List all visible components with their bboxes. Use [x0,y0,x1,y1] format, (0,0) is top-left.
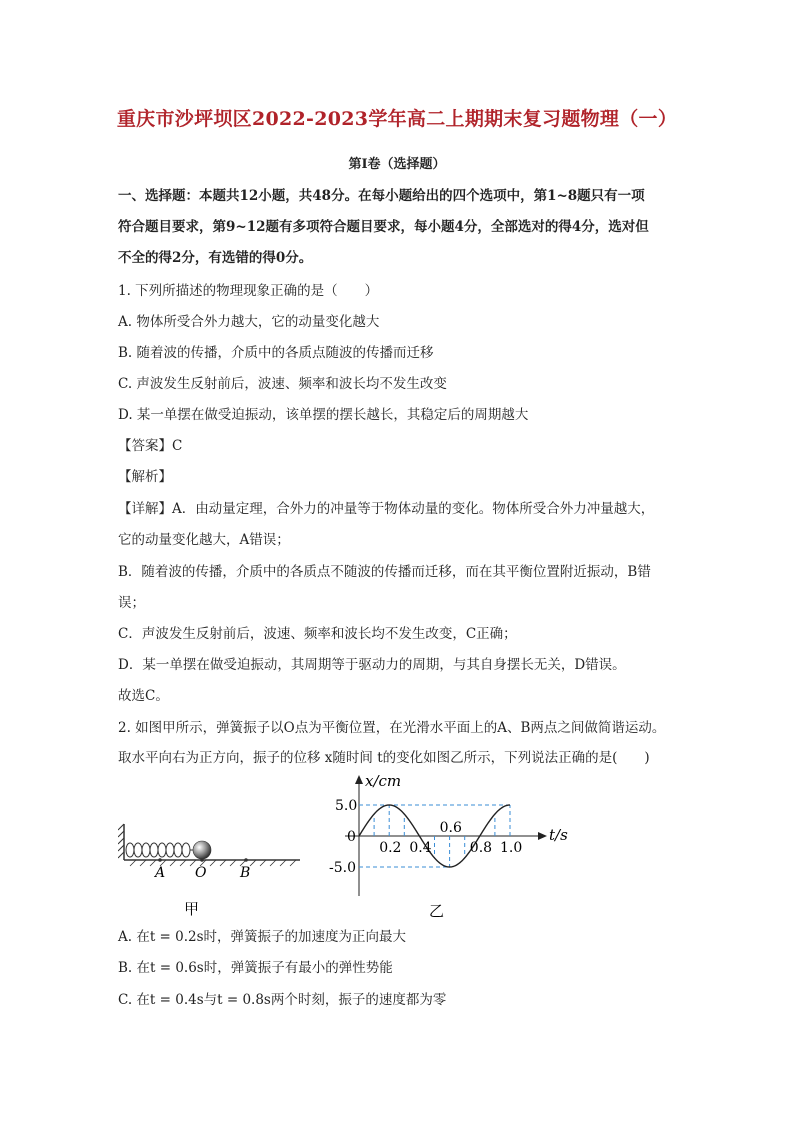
q2-option-a: A. 在t = 0.2s时，弹簧振子的加速度为正向最大 [118,929,407,945]
point-b-label: B [240,865,251,881]
spring-icon [126,843,194,857]
wall-icon [118,824,124,860]
q1-answer: 【答案】C [118,438,183,454]
q1-explanation-1: 【详解】A．由动量定理，合外力的冲量等于物体动量的变化。物体所受合外力冲量越大， [118,501,655,517]
q2-option-c: C. 在t = 0.4s与t = 0.8s两个时刻，振子的速度都为零 [118,992,447,1008]
point-b-dot [244,858,248,862]
figure-yi-caption: 乙 [429,902,445,920]
q1-analysis-label: 【解析】 [118,469,172,485]
point-o-label: O [195,865,207,881]
figure-yi-chart [325,766,580,922]
y-axis-arrow-icon [355,775,363,784]
point-o-dot [200,858,204,862]
y-tick-label-neg5: -5.0 [329,860,356,876]
figure-jia [118,820,308,920]
x-tick-label-0.8: 0.8 [469,840,493,856]
y-tick-label-0: 0 [347,829,356,845]
q1-option-d: D. 某一单摆在做受迫振动，该单摆的摆长越长，其稳定后的周期越大 [118,407,529,423]
page-title: 重庆市沙坪坝区2022-2023学年高二上期期末复习题物理（一） [116,108,678,130]
y-axis-label: x/cm [365,772,402,790]
ball-icon [193,841,211,859]
q1-explanation-2: 它的动量变化越大，A错误； [118,532,290,548]
x-tick-label-0.6: 0.6 [439,820,462,836]
instructions-line-2: 符合题目要求，第9~12题有多项符合题目要求，每小题4分，全部选对的得4分，选对但 [118,219,649,235]
q1-explanation-6: D．某一单摆在做受迫振动，其周期等于驱动力的周期，与其自身摆长无关，D错误。 [118,657,626,673]
instructions-line-3: 不全的得2分，有选错的得0分。 [118,250,313,266]
q1-explanation-5: C．声波发生反射前后，波速、频率和波长均不发生改变，C正确； [118,626,517,642]
y-tick-label-5: 5.0 [335,798,358,814]
instructions-line-1: 一、选择题：本题共12小题，共48分。在每小题给出的四个选项中，第1~8题只有一项 [118,188,645,204]
point-a-label: A [155,865,166,881]
figure-jia-caption: 甲 [184,900,200,918]
section-title: 第Ⅰ卷（选择题） [348,157,446,172]
q1-explanation-7: 故选C。 [118,688,169,704]
q1-explanation-4: 误； [118,595,145,611]
x-tick-label-0.2: 0.2 [379,840,402,856]
x-tick-label-1.0: 1.0 [500,840,523,856]
x-axis-arrow-icon [538,832,547,840]
q2-stem-2: 取水平向右为正方向，振子的位移 x随时间 t的变化如图乙所示，下列说法正确的是( ) [118,750,650,766]
q2-option-b: B. 在t = 0.6s时，弹簧振子有最小的弹性势能 [118,960,393,976]
x-axis-label: t/s [549,826,568,844]
q1-option-c: C. 声波发生反射前后，波速、频率和波长均不发生改变 [118,376,447,392]
ground-icon [124,860,300,866]
q1-explanation-3: B．随着波的传播，介质中的各质点不随波的传播而迁移，而在其平衡位置附近振动，B错 [118,564,651,580]
x-tick-label-0.4: 0.4 [409,840,432,856]
point-a-dot [158,858,162,862]
q1-option-b: B. 随着波的传播，介质中的各质点随波的传播而迁移 [118,345,434,361]
q1-option-a: A. 物体所受合外力越大，它的动量变化越大 [118,314,380,330]
q2-stem-1: 2. 如图甲所示，弹簧振子以O点为平衡位置，在光滑水平面上的A、B两点之间做简谐运动。 [118,720,666,736]
q1-stem: 1. 下列所描述的物理现象正确的是（ ） [118,283,379,299]
